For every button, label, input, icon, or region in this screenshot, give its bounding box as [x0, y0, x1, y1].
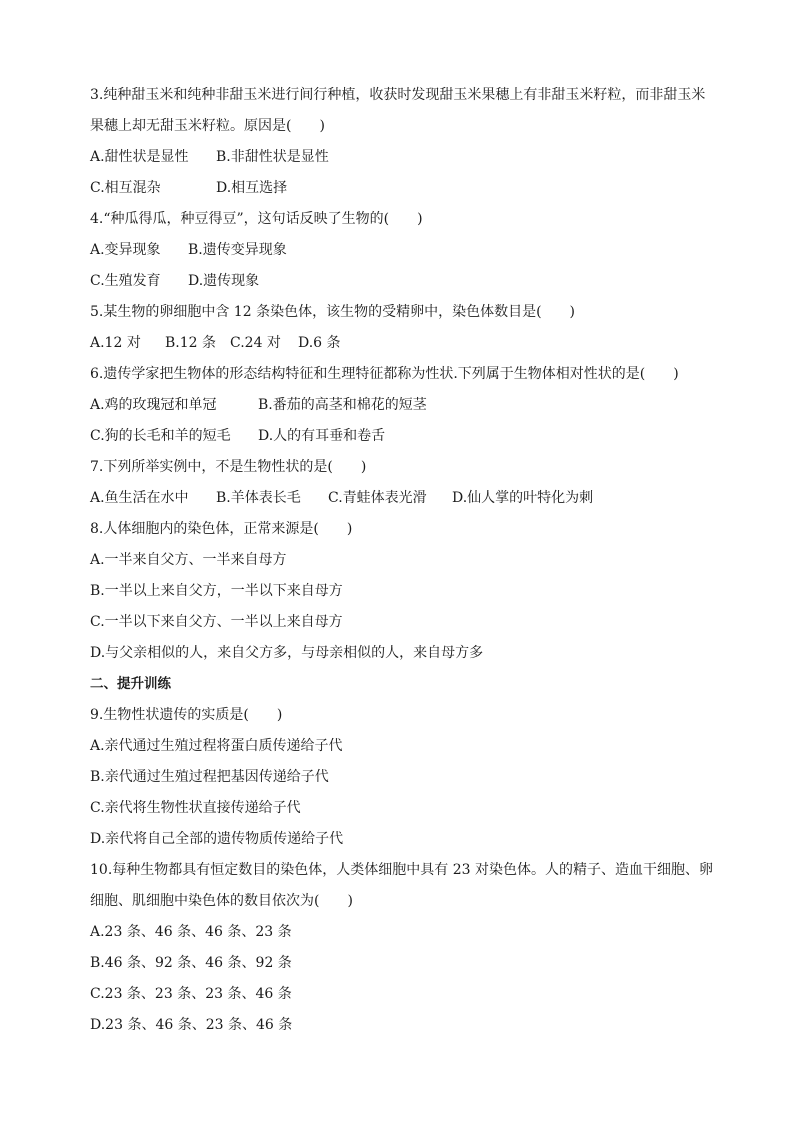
- question-10-option-d[interactable]: D.23 条、46 条、23 条、46 条: [90, 1017, 293, 1033]
- question-7-option-b[interactable]: B.羊体表长毛: [216, 490, 301, 506]
- worksheet-page: [90, 80, 713, 1041]
- question-4-option-d[interactable]: D.遗传现象: [188, 273, 260, 289]
- question-9-option-a[interactable]: A.亲代通过生殖过程将蛋白质传递给子代: [90, 738, 343, 754]
- question-4-option-b[interactable]: B.遗传变异现象: [188, 242, 287, 258]
- question-6-options-row-2: [90, 421, 710, 452]
- question-3-option-d[interactable]: D.相互选择: [216, 180, 288, 196]
- question-6-options-row-1: [90, 390, 710, 421]
- question-7-option-a[interactable]: A.鱼生活在水中: [90, 490, 189, 506]
- question-5-option-d[interactable]: D.6 条: [298, 335, 341, 351]
- question-10-stem-line-2: 细胞、肌细胞中染色体的数目依次为( ): [90, 893, 353, 909]
- question-3-options-row-2: [90, 173, 710, 204]
- question-9-stem: 9.生物性状遗传的实质是( ): [90, 707, 283, 723]
- section-heading: 二、提升训练: [90, 676, 171, 692]
- question-5-option-b[interactable]: B.12 条: [165, 335, 217, 351]
- question-9-option-b[interactable]: B.亲代通过生殖过程把基因传递给子代: [90, 769, 329, 785]
- question-8-stem: 8.人体细胞内的染色体，正常来源是( ): [90, 521, 353, 537]
- question-7-option-d[interactable]: D.仙人掌的叶特化为刺: [452, 490, 594, 506]
- question-8-option-d[interactable]: D.与父亲相似的人，来自父方多，与母亲相似的人，来自母方多: [90, 645, 484, 661]
- question-8-option-b[interactable]: B.一半以上来自父方，一半以下来自母方: [90, 583, 343, 599]
- question-8-option-c[interactable]: C.一半以下来自父方、一半以上来自母方: [90, 614, 343, 630]
- question-6-option-b[interactable]: B.番茄的高茎和棉花的短茎: [258, 397, 427, 413]
- question-7-stem: 7.下列所举实例中，不是生物性状的是( ): [90, 459, 367, 475]
- question-6-option-c[interactable]: C.狗的长毛和羊的短毛: [90, 428, 231, 444]
- question-10-option-c[interactable]: C.23 条、23 条、23 条、46 条: [90, 986, 292, 1002]
- question-8-option-a[interactable]: A.一半来自父方、一半来自母方: [90, 552, 287, 568]
- question-7-option-c[interactable]: C.青蛙体表光滑: [328, 490, 427, 506]
- question-5-options-row: [90, 328, 710, 359]
- question-4-stem: 4.“种瓜得瓜，种豆得豆”，这句话反映了生物的( ): [90, 211, 423, 227]
- question-4-option-a[interactable]: A.变异现象: [90, 242, 161, 258]
- question-6-option-a[interactable]: A.鸡的玫瑰冠和单冠: [90, 397, 217, 413]
- question-4-options-row-1: [90, 235, 710, 266]
- question-10-option-b[interactable]: B.46 条、92 条、46 条、92 条: [90, 955, 292, 971]
- question-10-stem-line-1: 10.每种生物都具有恒定数目的染色体，人类体细胞中具有 23 对染色体。人的精子、造血干细胞、卵: [90, 862, 713, 878]
- question-4-option-c[interactable]: C.生殖发育: [90, 273, 161, 289]
- question-3-option-b[interactable]: B.非甜性状是显性: [216, 149, 329, 165]
- question-9-option-d[interactable]: D.亲代将自己全部的遗传物质传递给子代: [90, 831, 344, 847]
- question-6-option-d[interactable]: D.人的有耳垂和卷舌: [258, 428, 386, 444]
- question-10-option-a[interactable]: A.23 条、46 条、46 条、23 条: [90, 924, 292, 940]
- question-9-option-c[interactable]: C.亲代将生物性状直接传递给子代: [90, 800, 301, 816]
- question-4-options-row-2: [90, 266, 710, 297]
- question-5-option-c[interactable]: C.24 对: [230, 335, 281, 351]
- question-3-option-a[interactable]: A.甜性状是显性: [90, 149, 189, 165]
- question-6-stem: 6.遗传学家把生物体的形态结构特征和生理特征都称为性状.下列属于生物体相对性状的是( ): [90, 366, 679, 382]
- question-7-options-row: [90, 483, 710, 514]
- question-5-stem: 5.某生物的卵细胞中含 12 条染色体，该生物的受精卵中，染色体数目是( ): [90, 304, 575, 320]
- question-3-stem-line-2: 果穗上却无甜玉米籽粒。原因是( ): [90, 118, 325, 134]
- question-3-options-row-1: [90, 142, 710, 173]
- question-3-option-c[interactable]: C.相互混杂: [90, 180, 161, 196]
- question-3-stem-line-1: 3.纯种甜玉米和纯种非甜玉米进行间行种植，收获时发现甜玉米果穗上有非甜玉米籽粒，而非甜玉米: [90, 87, 706, 103]
- question-5-option-a[interactable]: A.12 对: [90, 335, 141, 351]
